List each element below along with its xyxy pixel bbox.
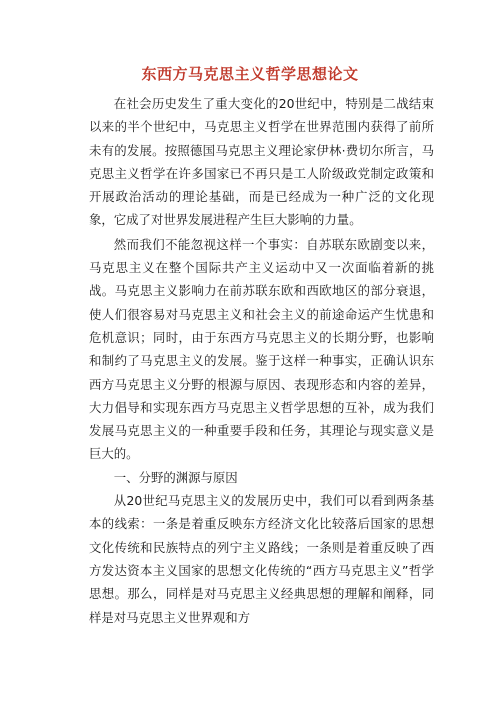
section-heading: 一、分野的渊源与原因 xyxy=(113,469,238,485)
document-title: 东西方马克思主义哲学思想论文 xyxy=(141,65,359,83)
document-body xyxy=(89,92,434,629)
paragraph-intro: 在社会历史发生了重大变化的20世纪中，特别是二战结束以来的半个世纪中，马克思主义哲学在世界范围内获得了前所未有的发展。按照德国马克思主义理论家伊林·费切尔所言，马克思主义哲学在许多国家已不再只是工人阶级政党制定政策和开展政治活动的理论基础，而是已经成为一种广泛的文化现象，它成了对世界发展进程产生巨大影响的力量。 xyxy=(89,96,434,228)
paragraph-section-1: 从20世纪马克思主义的发展历史中，我们可以看到两条基本的线索：一条是着重反映东方经济文化比较落后国家的思想文化传统和民族特点的列宁主义路线；一条则是着重反映了西方发达资本主义国家的思想文化传统的“西方马克思主义”哲学思想。那么，同样是对马克思主义经典思想的理解和阐释，同样是对马克思主义世界观和方 xyxy=(89,493,434,625)
paragraph-challenge: 然而我们不能忽视这样一个事实：自苏联东欧剧变以来，马克思主义在整个国际共产主义运动中又一次面临着新的挑战。马克思主义影响力在前苏联东欧和西欧地区的部分衰退，使人们很容易对马克思主义和社会主义的前途命运产生忧患和危机意识；同时，由于东西方马克思主义的长期分野，也影响和制约了马克思主义的发展。鉴于这样一种事实，正确认识东西方马克思主义分野的根源与原因、表现形态和内容的差异，大力倡导和实现东西方马克思主义哲学思想的互补，成为我们发展马克思主义的一种重要手段和任务，其理论与现实意义是巨大的。 xyxy=(89,236,434,462)
